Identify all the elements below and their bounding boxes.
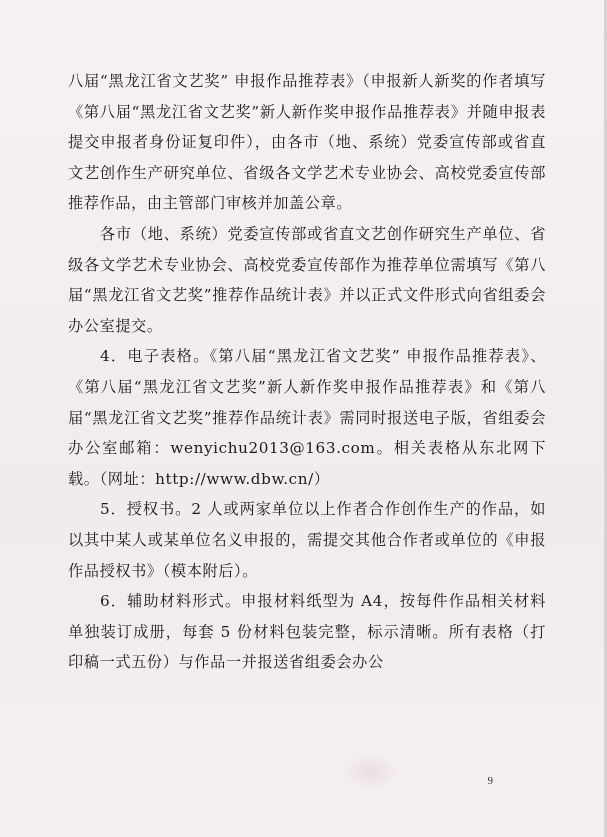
paragraph-item-5: 5．授权书。2 人或两家单位以上作者合作创作生产的作品，如以其中某人或某单位名义申报的，需提交其他合作者或单位的《申报作品授权书》（模本附后）。: [68, 500, 546, 580]
paragraph-2: 各市（地、系统）党委宣传部或省直文艺创作研究生产单位、省级各文学艺术专业协会、高校党委宣传部作为推荐单位需填写《第八届“黑龙江省文艺奖”推荐作品统计表》并以正式文件形式向省组委会办公室提交。: [68, 224, 546, 335]
faint-stamp-mark: [342, 754, 398, 790]
body-text: [68, 66, 546, 678]
paragraph-1: 八届“黑龙江省文艺奖” 申报作品推荐表》（申报新人新奖的作者填写《第八届“黑龙江省文艺奖”新人新作奖申报作品推荐表》并随申报表提交申报者身份证复印件），由各市（地、系统）党委宣传部或省直文艺创作生产研究单位、省级各文学艺术专业协会、高校党委宣传部推荐作品，由主管部门审核并加盖公章。: [68, 72, 546, 213]
page-number: 9: [487, 775, 493, 787]
paragraph-item-6: 6．辅助材料形式。申报材料纸型为 A4，按每件作品相关材料单独装订成册，每套 5 份材料包装完整，标示清晰。所有表格（打印稿一式五份）与作品一并报送省组委会办公: [68, 592, 546, 672]
paragraph-item-4: 4．电子表格。《第八届“黑龙江省文艺奖” 申报作品推荐表》、《第八届“黑龙江省文艺奖”新人新作奖申报作品推荐表》和《第八届“黑龙江省文艺奖”推荐作品统计表》需同时报送电子版，省组委会办公室邮箱：wenyichu2013@163.com。相关表格从东北网下载。（网址：http://www.dbw.cn/）: [68, 347, 546, 488]
